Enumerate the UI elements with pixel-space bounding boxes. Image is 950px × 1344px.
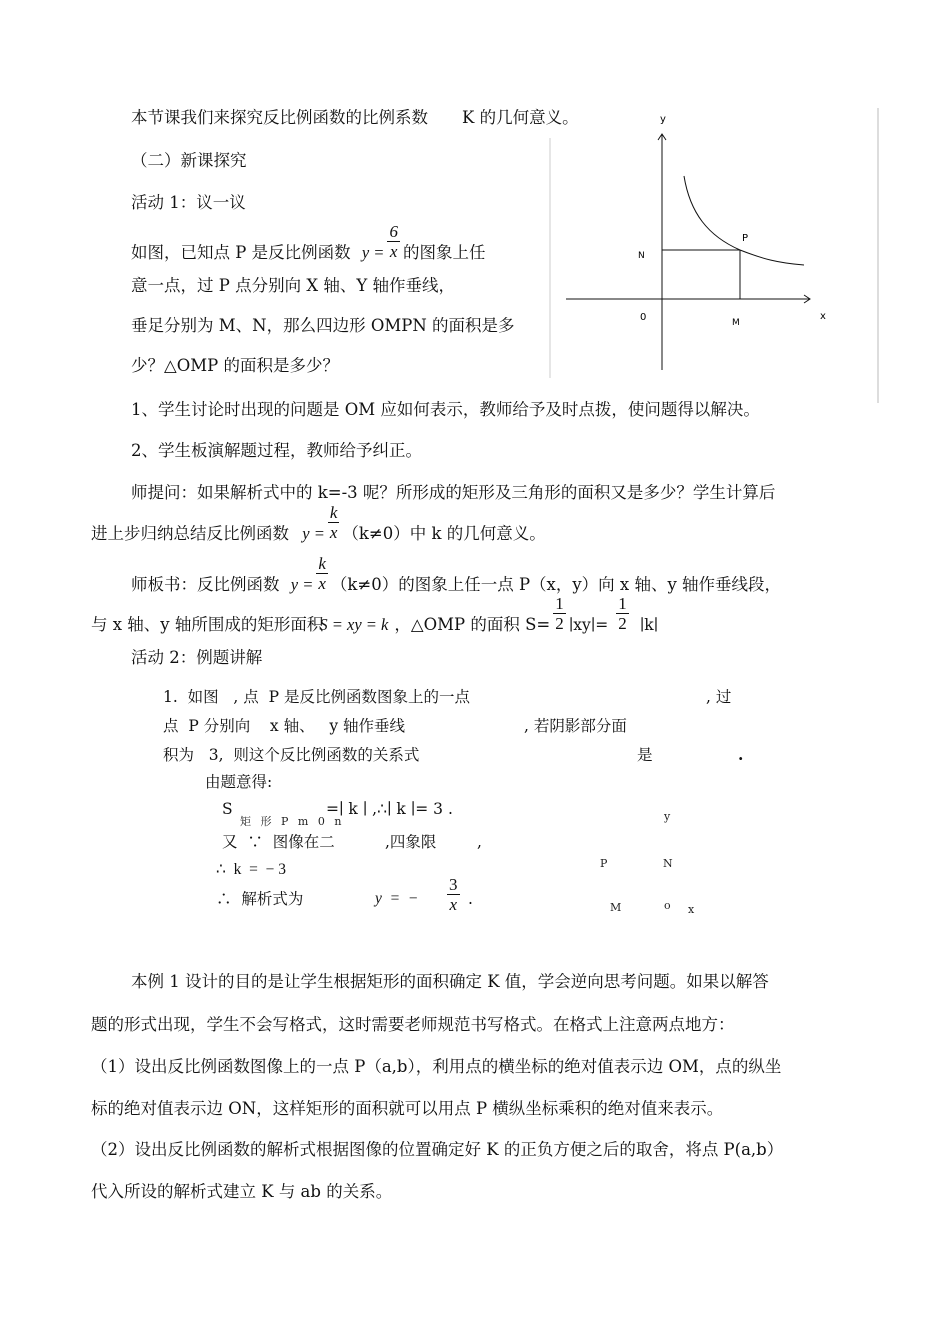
discussion-item1: 1、学生讨论时出现的问题是 OM 应如何表示，教师给予及时点拨，使问题得以解决。 (131, 400, 760, 419)
solution-line4: ∴ 解析式为 (216, 890, 304, 908)
example1-line2-end: , 若阴影部分面 (524, 717, 627, 735)
teacher-question-line1: 师提问：如果解析式中的 k=-3 呢？所形成的矩形及三角形的面积又是多少？学生计算后 (131, 483, 776, 502)
formula1-fraction: $\frac{6}{x}$ (389, 222, 398, 261)
activity1-line2: 意一点，过 P 点分别向 X 轴、Y 轴作垂线， (131, 276, 455, 295)
example1-line1: 1. 如图 , 点 P 是反比例函数图象上的一点 (163, 688, 470, 706)
solution-line4-y: y = − (375, 890, 419, 907)
activity1-title: 活动 1：议一议 (131, 193, 246, 212)
summary-p3-line1: （2）设出反比例函数的解析式根据图像的位置确定好 K 的正负方便之后的取舍，将点 P(a,b） (91, 1140, 784, 1159)
formula-k-y: y = (302, 524, 325, 543)
half-fraction-2: $\frac{1}{2}$ (618, 594, 627, 633)
intro-text: 本节课我们来探究反比例函数的比例系数 K 的几何意义。 (131, 108, 579, 127)
example1-line1-end: , 过 (706, 688, 732, 706)
half-fraction-1: $\frac{1}{2}$ (555, 594, 564, 633)
graph1-p-label: P (742, 233, 749, 244)
discussion-item2: 2、学生板演解题过程，教师给予纠正。 (131, 441, 422, 460)
summary-p3-line2: 代入所设的解析式建立 K 与 ab 的关系。 (91, 1182, 393, 1201)
solution-title: 由题意得: (205, 773, 273, 791)
summary-p2-line1: （1）设出反比例函数图像上的一点 P（a,b），利用点的横坐标的绝对值表示边 OM，点的纵坐 (91, 1057, 782, 1076)
solution-line2-mid: ,四象限 (385, 833, 437, 851)
solution-line3: ∴ k = − 3 (216, 861, 286, 878)
example1-line3: 积为 3, 则这个反比例函数的关系式 (163, 746, 420, 764)
graph2-p-label: P (600, 857, 608, 870)
summary-p1-line1: 本例 1 设计的目的是让学生根据矩形的面积确定 K 值，学会逆向思考问题。如果以解答 (131, 972, 769, 991)
graph1-x-label: x (820, 311, 826, 322)
summary-p1-line2: 题的形式出现，学生不会写格式，这时需要老师规范书写格式。在格式上注意两点地方： (91, 1015, 735, 1034)
board-line2: 与 x 轴、y 轴所围成的矩形面积S = xy = k ，△OMP 的面积 S= $\frac{1}{2}$ ∣xy∣= $\frac{1}{2}$ ∣k∣ (91, 594, 659, 634)
graph2-y-label: y (664, 810, 671, 823)
solution-line2: 又 ∵ 图像在二 (222, 833, 335, 851)
board-formula-y: y = (290, 575, 314, 594)
graph2-n-label: N (663, 857, 673, 870)
board-line1: 师板书：反比例函数 y = $\frac{k}{x}$ （k≠0）的图象上任一点 P（x，y）向 x 轴、y 轴作垂线段， (131, 554, 782, 594)
activity1-line3: 垂足分别为 M、N，那么四边形 OMPN 的面积是多 (131, 316, 515, 335)
formula-k-fraction: $\frac{k}{x}$ (329, 503, 338, 542)
graph1-m-label: M (732, 318, 740, 328)
section-title: （二）新课探究 (131, 151, 247, 170)
activity1-line1: 如图，已知点 P 是反比例函数 y = $\frac{6}{x}$ 的图象上任 (131, 222, 486, 262)
graph2-x-label: x (688, 903, 695, 916)
graph2-m-label: M (610, 901, 622, 914)
graph2-origin-label: o (664, 899, 671, 912)
example1-line3-dot: . (738, 745, 744, 764)
graph1-curve (684, 176, 804, 265)
solution-line4-fraction: $\frac{3}{x}$ (449, 875, 458, 914)
summary-p2-line2: 标的绝对值表示边 ON，这样矩形的面积就可以用点 P 横纵坐标乘积的绝对值来表示。 (91, 1099, 724, 1118)
activity1-line4: 少？△OMP 的面积是多少？ (131, 356, 339, 375)
teacher-question-line2: 进上步归纳总结反比例函数 y = $\frac{k}{x}$ （k≠0）中 k 的几何意义。 (91, 503, 546, 543)
solution-line4-dot: . (468, 890, 473, 908)
example1-line2: 点 P 分别向 x 轴、 y 轴作垂线 (163, 717, 406, 735)
example1-line3-end: 是 (637, 746, 653, 764)
solution-line1: S (222, 800, 233, 818)
graph1-y-label: y (660, 114, 666, 125)
solution-subscript: 矩 形 P m 0 n (240, 815, 345, 828)
solution-line2-end: , (477, 833, 482, 851)
activity2-title: 活动 2：例题讲解 (131, 648, 263, 667)
graph1-figure (548, 108, 880, 403)
solution-eq: =∣ k ∣ ,∴∣ k ∣= 3 . (326, 800, 453, 818)
area-formula: S = xy = k (319, 615, 389, 634)
formula1-y: y = (361, 243, 385, 262)
graph1-n-label: N (638, 251, 645, 261)
graph1-origin-label: 0 (640, 312, 647, 323)
board-formula-fraction: $\frac{k}{x}$ (318, 554, 326, 593)
